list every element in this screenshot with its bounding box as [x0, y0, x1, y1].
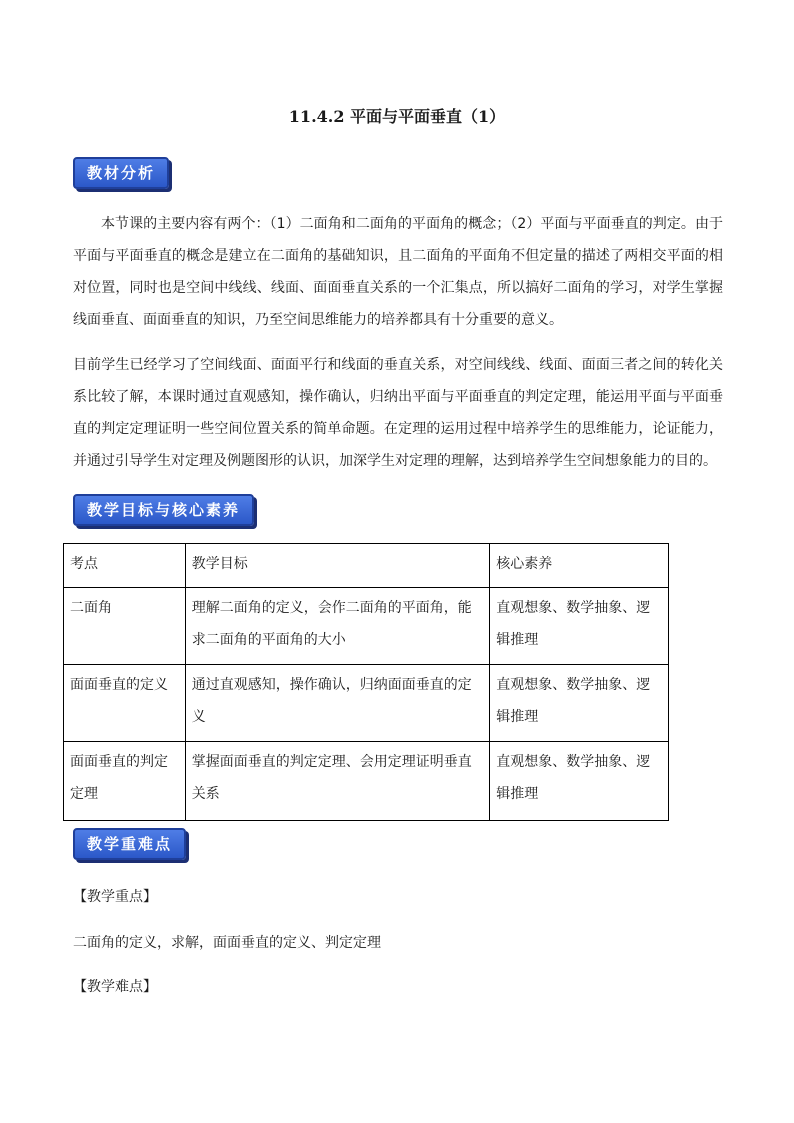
table-header-cell: 核心素养 [490, 544, 669, 588]
table-cell: 掌握面面垂直的判定定理、会用定理证明垂直关系 [185, 742, 489, 821]
section-badge-difficulties: 教学重难点 [73, 828, 186, 860]
analysis-paragraph-1: 本节课的主要内容有两个：（1）二面角和二面角的平面角的概念；（2）平面与平面垂直的判定。由于平面与平面垂直的概念是建立在二面角的基础知识，且二面角的平面角不但定量的描述了两相交平面的相对位置，同时也是空间中线线、线面、面面垂直关系的一个汇集点，所以搞好二面角的学习，对学生掌握线面垂直、面面垂直的知识，乃至空间思维能力的培养都具有十分重要的意义。 [73, 216, 723, 328]
table-header-cell: 教学目标 [185, 544, 489, 588]
table-row [64, 665, 669, 742]
key-points-content: 二面角的定义，求解，面面垂直的定义、判定定理 [73, 935, 381, 951]
section-badge-analysis: 教材分析 [73, 157, 169, 189]
table-cell: 二面角 [64, 588, 186, 665]
key-points-heading: 【教学重点】 [73, 889, 157, 905]
table-cell: 理解二面角的定义，会作二面角的平面角，能求二面角的平面角的大小 [185, 588, 489, 665]
table-cell: 面面垂直的定义 [64, 665, 186, 742]
section-badge-goals: 教学目标与核心素养 [73, 494, 254, 526]
difficult-points-heading: 【教学难点】 [73, 979, 157, 995]
table-header-cell: 考点 [64, 544, 186, 588]
analysis-paragraph-2: 目前学生已经学习了空间线面、面面平行和线面的垂直关系，对空间线线、线面、面面三者之间的转化关系比较了解，本课时通过直观感知，操作确认，归纳出平面与平面垂直的判定定理，能运用平面与平面垂直的判定定理证明一些空间位置关系的简单命题。在定理的运用过程中培养学生的思维能力，论证能力，并通过引导学生对定理及例题图形的认识，加深学生对定理的理解，达到培养学生空间想象能力的目的。 [73, 357, 723, 469]
page-title: 11.4.2 平面与平面垂直（1） [288, 107, 506, 126]
table-cell: 面面垂直的判定定理 [64, 742, 186, 821]
table-cell: 直观想象、数学抽象、逻辑推理 [490, 665, 669, 742]
table-cell: 直观想象、数学抽象、逻辑推理 [490, 588, 669, 665]
table-header-row [64, 544, 669, 588]
goals-table [63, 543, 669, 821]
table-row [64, 588, 669, 665]
table-cell: 通过直观感知，操作确认，归纳面面垂直的定义 [185, 665, 489, 742]
table-row [64, 742, 669, 821]
table-cell: 直观想象、数学抽象、逻辑推理 [490, 742, 669, 821]
